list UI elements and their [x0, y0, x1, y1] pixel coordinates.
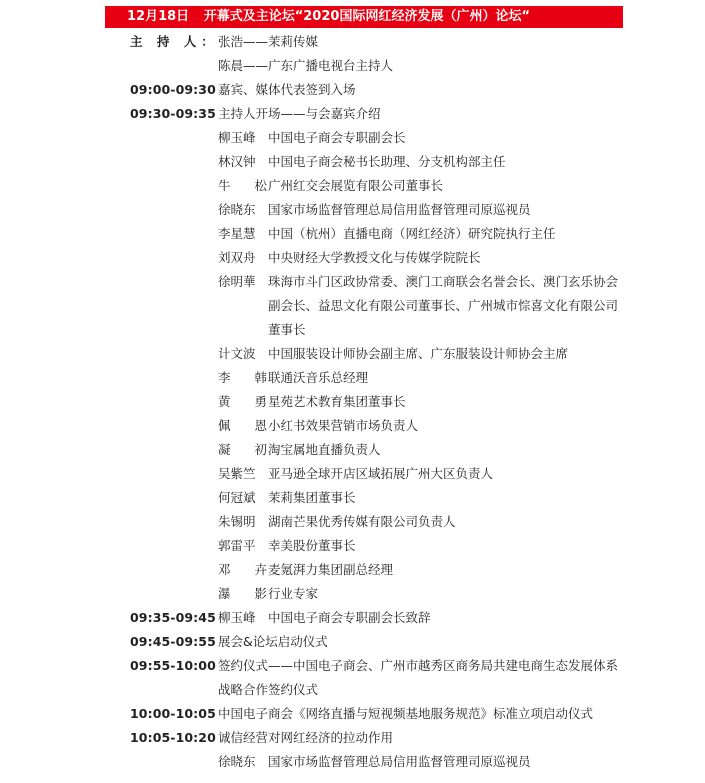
- guest-title: 广州红交会展览有限公司董事长: [268, 178, 444, 193]
- guest-name: 朱锡明: [218, 514, 256, 529]
- guest-title: 亚马逊全球开店区域拓展广州大区负责人: [268, 466, 494, 481]
- host-label: 主 持 人：: [130, 34, 219, 49]
- guest-name: 柳玉峰: [218, 130, 256, 145]
- guest-name: 吴紫竺: [218, 466, 256, 481]
- guest-title: 湖南芒果优秀传媒有限公司负责人: [268, 514, 456, 529]
- guest-name: 黄 勇: [218, 394, 277, 409]
- agenda-time: 10:05-10:20: [130, 730, 216, 745]
- agenda-time: 09:45-09:55: [130, 634, 216, 649]
- host-item: 张浩——茉莉传媒: [218, 34, 319, 49]
- guest-title: 国家市场监督管理总局信用监督管理司原巡视员: [268, 202, 531, 217]
- guest-title: 中国服装设计师协会副主席、广东服装设计师协会主席: [268, 346, 569, 361]
- guest-title: 国家市场监督管理总局信用监督管理司原巡视员: [268, 754, 531, 769]
- guest-title: 中国电子商会专职副会长: [268, 130, 406, 145]
- agenda-time: 09:35-09:45: [130, 610, 216, 625]
- guest-title: 小红书效果营销市场负责人: [268, 418, 419, 433]
- guest-name: 郭雷平: [218, 538, 256, 553]
- guest-title: 淘宝属地直播负责人: [268, 442, 381, 457]
- guest-name: 牛 松: [218, 178, 277, 193]
- guest-name: 邓 卉: [218, 562, 277, 577]
- guest-title: 麦氪湃力集团副总经理: [268, 562, 394, 577]
- agenda-time: 09:00-09:30: [130, 82, 216, 97]
- agenda-text: 嘉宾、媒体代表签到入场: [218, 82, 356, 97]
- session-header: [105, 6, 623, 28]
- guest-name: 佩 恩: [218, 418, 277, 433]
- agenda-text: 中国电子商会《网络直播与短视频基地服务规范》标准立项启动仪式: [218, 706, 594, 721]
- guest-title: 茉莉集团董事长: [268, 490, 356, 505]
- guest-name: 瀑 影: [218, 586, 277, 601]
- guest-title: 中央财经大学教授文化与传媒学院院长: [268, 250, 481, 265]
- agenda-time: 10:00-10:05: [130, 706, 216, 721]
- session-title: 开幕式及主论坛“2020国际网红经济发展（广州）论坛“: [203, 9, 530, 24]
- session-date: 12月18日: [127, 9, 190, 24]
- guest-name: 林汉钟: [218, 154, 256, 169]
- guest-name: 徐晓东: [218, 754, 256, 769]
- guest-title: 行业专家: [268, 586, 319, 601]
- guest-name: 刘双舟: [218, 250, 256, 265]
- guest-title: 星苑艺术教育集团董事长: [268, 394, 406, 409]
- host-item: 陈晨——广东广播电视台主持人: [218, 58, 394, 73]
- guest-name: 李星慧: [218, 226, 256, 241]
- guest-title: 联通沃音乐总经理: [268, 370, 369, 385]
- guest-title: 幸美股份董事长: [268, 538, 356, 553]
- guest-name: 凝 初: [218, 442, 277, 457]
- guest-name: 计文波: [218, 346, 256, 361]
- agenda-text: 签约仪式——中国电子商会、广州市越秀区商务局共建电商生态发展体系: [218, 658, 619, 673]
- guest-title: 中国电子商会秘书长助理、分支机构部主任: [268, 154, 506, 169]
- agenda-text: 展会&论坛启动仪式: [218, 634, 328, 649]
- guest-name: 李 韩: [218, 370, 277, 385]
- agenda-text: 战略合作签约仪式: [218, 682, 319, 697]
- guest-name: 何冠斌: [218, 490, 256, 505]
- agenda-time: 09:55-10:00: [130, 658, 216, 673]
- agenda-text: 主持人开场——与会嘉宾介绍: [218, 106, 381, 121]
- guest-title: 珠海市斗门区政协常委、澳门工商联会名誉会长、澳门玄乐协会副会长、益思文化有限公司董事长、广州城市悰喜文化有限公司董事长: [268, 274, 619, 337]
- agenda-text: 柳玉峰 中国电子商会专职副会长致辞: [218, 610, 431, 625]
- agenda-time: 09:30-09:35: [130, 106, 216, 121]
- guest-title: 中国（杭州）直播电商（网红经济）研究院执行主任: [268, 226, 556, 241]
- guest-name: 徐明華: [218, 274, 256, 289]
- agenda-text: 诚信经营对网红经济的拉动作用: [218, 730, 394, 745]
- guest-name: 徐晓东: [218, 202, 256, 217]
